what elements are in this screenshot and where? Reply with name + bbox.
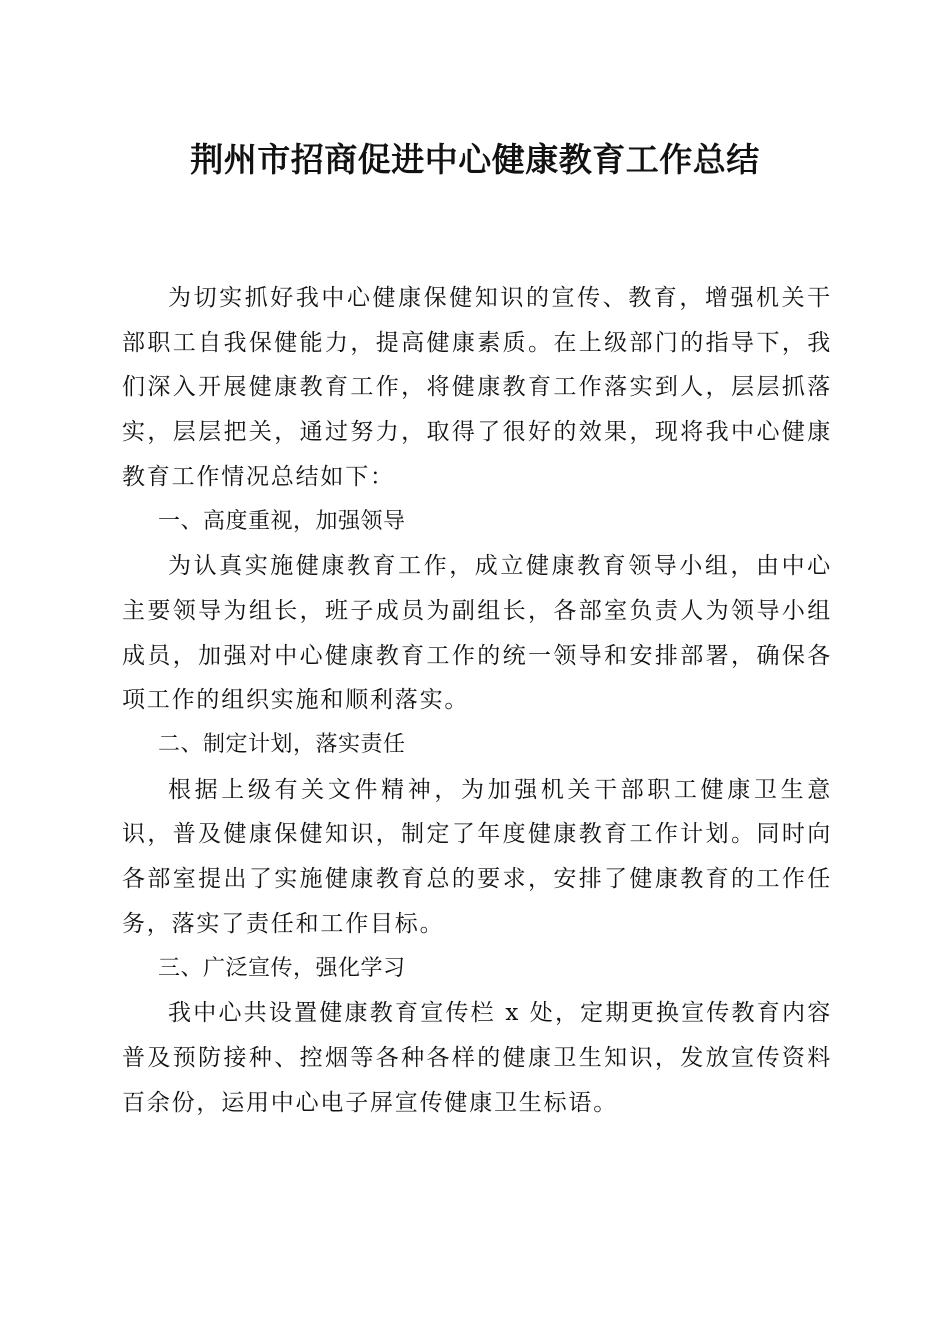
section-1-paragraph: 为认真实施健康教育工作，成立健康教育领导小组，由中心主要领导为组长，班子成员为副组长，各部室负责人为领导小组成员，加强对中心健康教育工作的统一领导和安排部署，确保各项工作的组织实施和顺利落实。 (122, 553, 832, 714)
document-body (122, 276, 832, 1125)
document-title: 荆州市招商促进中心健康教育工作总结 (190, 140, 760, 179)
section-2-paragraph: 根据上级有关文件精神，为加强机关干部职工健康卫生意识，普及健康保健知识，制定了年度健康教育工作计划。同时向各部室提出了实施健康教育总的要求，安排了健康教育的工作任务，落实了责任和工作目标。 (122, 776, 832, 937)
section-3-heading: 三、广泛宣传，强化学习 (158, 955, 406, 981)
intro-paragraph: 为切实抓好我中心健康保健知识的宣传、教育，增强机关干部职工自我保健能力，提高健康素质。在上级部门的指导下，我们深入开展健康教育工作，将健康教育工作落实到人，层层抓落实，层层把关，通过努力，取得了很好的效果，现将我中心健康教育工作情况总结如下： (122, 285, 832, 490)
section-2-heading: 二、制定计划，落实责任 (158, 732, 406, 758)
section-3-paragraph: 我中心共设置健康教育宣传栏 x 处，定期更换宣传教育内容普及预防接种、控烟等各种各样的健康卫生知识，发放宣传资料百余份，运用中心电子屏宣传健康卫生标语。 (122, 1000, 832, 1116)
section-1-heading: 一、高度重视，加强领导 (158, 508, 406, 534)
